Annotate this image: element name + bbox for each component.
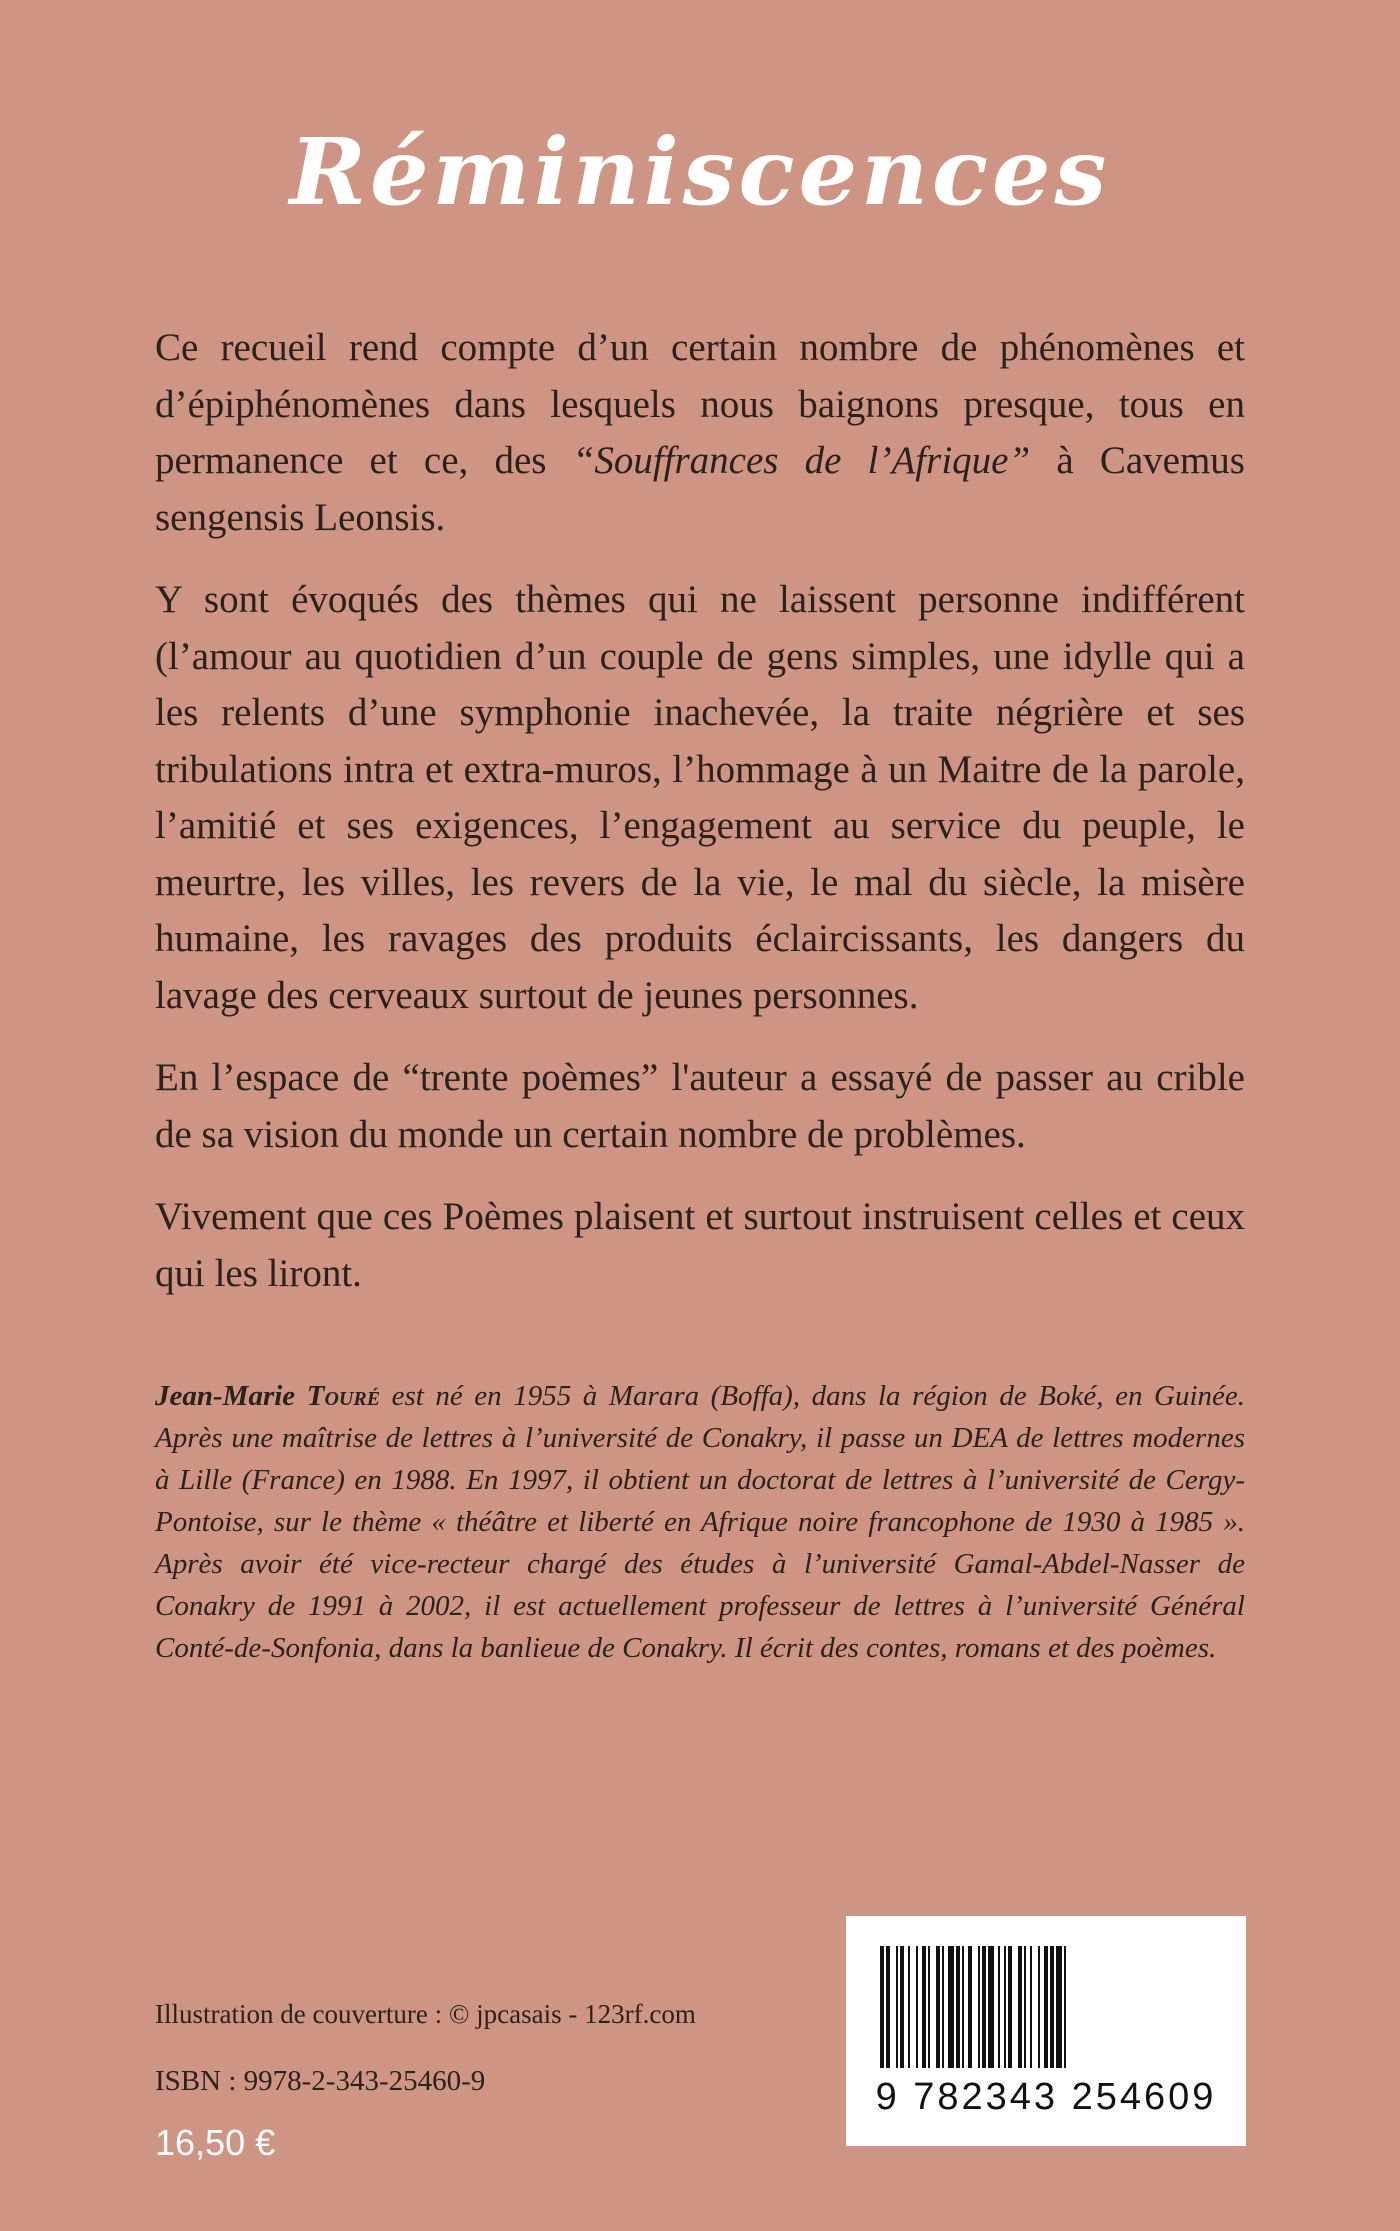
summary-paragraph-1 [155, 320, 1245, 546]
barcode-bar [928, 1946, 930, 2068]
barcode-bar [978, 1946, 980, 2068]
barcode-bar [896, 1946, 898, 2068]
summary-p1-italic: “Souffrances de l’Afrique” [572, 439, 1031, 482]
barcode-bar [908, 1946, 910, 2068]
barcode-bar [1024, 1946, 1026, 2068]
book-title: Réminiscences [289, 118, 1111, 226]
barcode-bar [1030, 1946, 1032, 2068]
barcode-bar [916, 1946, 918, 2068]
summary-p1-end: à Cavemus sengensis Leonsis. [155, 439, 1245, 539]
barcode-bar [922, 1946, 926, 2068]
barcode-bar [998, 1946, 1000, 2068]
barcode-bar [942, 1946, 944, 2068]
summary-paragraph-4: Vivement que ces Poèmes plaisent et surtout instruisent celles et ceux qui les liront. [155, 1195, 1245, 1295]
isbn-number: ISBN : 9978-2-343-25460-9 [155, 2065, 486, 2097]
barcode-bar [1018, 1946, 1022, 2068]
barcode-bar [880, 1946, 884, 2068]
author-first-name: Jean-Marie [155, 1380, 296, 1412]
barcode-icon [876, 1946, 1216, 2068]
price-label: 16,50 € [155, 2122, 276, 2163]
barcode-bar [936, 1946, 940, 2068]
barcode-bar [962, 1946, 964, 2068]
barcode-bar [1044, 1946, 1048, 2068]
barcode-bar [988, 1946, 994, 2068]
barcode-bar [1004, 1946, 1006, 2068]
barcode-bar [1050, 1946, 1054, 2068]
barcode-bar [956, 1946, 960, 2068]
barcode-bar [968, 1946, 972, 2068]
barcode-bar [900, 1946, 904, 2068]
biography-text: est né en 1955 à Marara (Boffa), dans la région de Boké, en Guinée. Après une maîtrise de lettres à l’université de Conakry, il passe un DEA de lettres modernes à Lille (France) en 1988. En 1997, il obtient un doctorat de lettres à l’université de Cergy-Pontoise, sur le thème « théâtre et liberté en Afrique noire francophone de 1930 à 1985 ». Après avoir été vice-recteur chargé des études à l’université Gamal-Abdel-Nasser de Conakry de 1991 à 2002, il est actuellement professeur de lettres à l’université Général Conté-de-Sonfonia, dans la banlieue de Conakry. Il écrit des contes, romans et des poèmes. [155, 1380, 1246, 1664]
illustration-credit: Illustration de couverture : © jpcasais - 123rf.com [155, 1999, 696, 2029]
barcode-bar [1008, 1946, 1012, 2068]
back-cover-summary [155, 320, 1245, 1328]
barcode-bar [982, 1946, 986, 2068]
barcode-bar [1064, 1946, 1066, 2068]
barcode-bar [1056, 1946, 1062, 2068]
summary-paragraph-3: En l’espace de “trente poèmes” l'auteur a essayé de passer au crible de sa vision du monde un certain nombre de problèmes. [155, 1056, 1245, 1156]
barcode-bar [1038, 1946, 1040, 2068]
barcode-digits: 9 782343 254609 [875, 2076, 1217, 2118]
barcode-bar [948, 1946, 954, 2068]
author-last-name: Touré [306, 1380, 381, 1412]
summary-paragraph-2: Y sont évoqués des thèmes qui ne laissent personne indifférent (l’amour au quotidien d’un couple de gens simples, une idylle qui a les relents d’une symphonie inachevée, la traite négrière et ses tribulations intra et extra-muros, l’hommage à un Maitre de la parole, l’amitié et ses exigences, l’engagement au service du peuple, le meurtre, les villes, les revers de la vie, le mal du siècle, la misère humaine, les ravages des produits éclaircissants, les dangers du lavage des cerveaux surtout de jeunes personnes. [155, 578, 1245, 1017]
barcode-panel [846, 1916, 1246, 2146]
summary-p1-start: Ce recueil rend compte d’un certain nombre de phénomènes et d’épiphénomènes dans lesquels nous baignons presque, tous en permanence et ce, des [155, 326, 1245, 482]
barcode-bar [886, 1946, 890, 2068]
author-biography [155, 1375, 1245, 1669]
